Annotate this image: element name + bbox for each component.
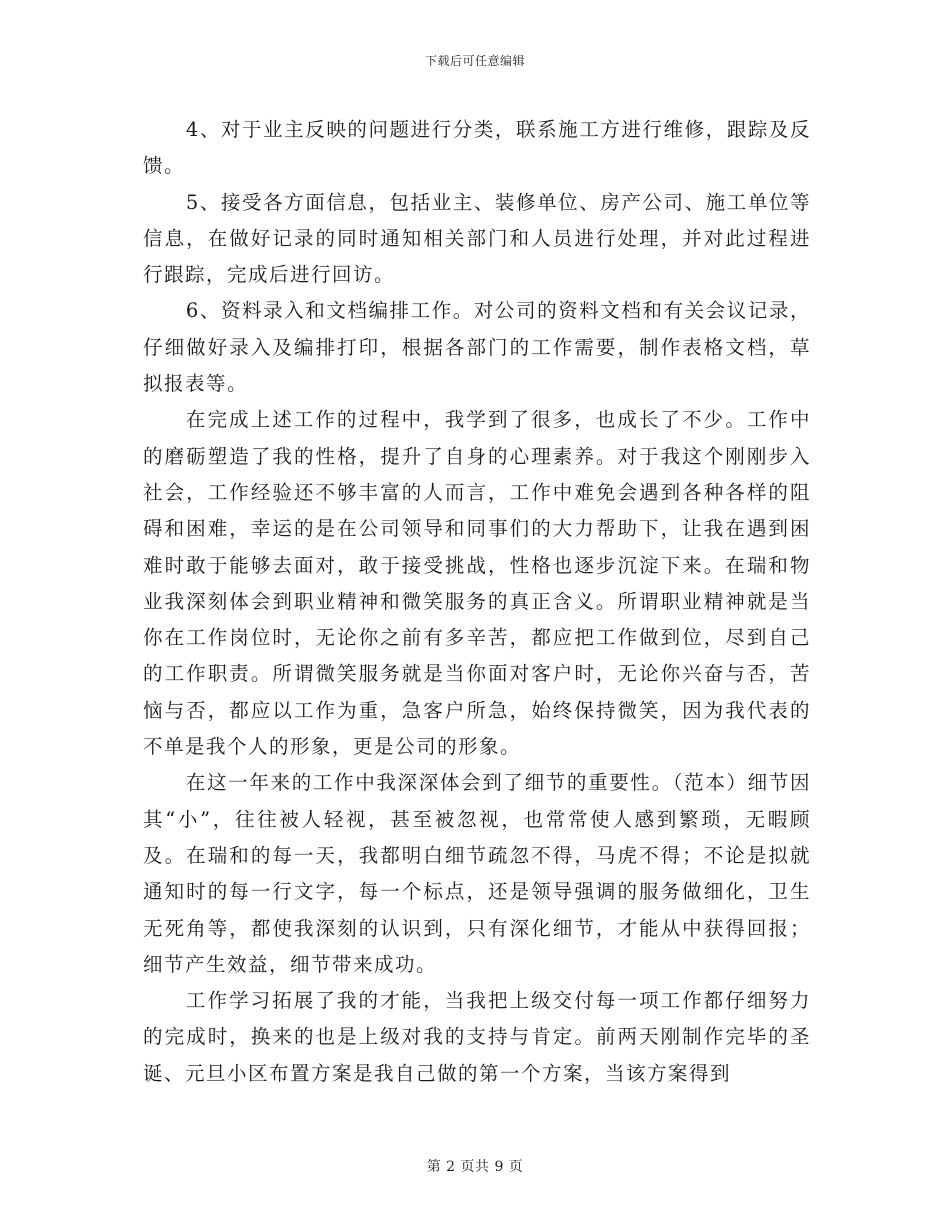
paragraph-details: 在这一年来的工作中我深深体会到了细节的重要性。（范本）细节因其“小”，往往被人轻视，甚至被忽视，也常常使人感到繁琐，无暇顾及。在瑞和的每一天，我都明白细节疏忽不得，马虎不得；不论是拟就通知时的每一行文字，每一个标点，还是领导强调的服务做细化，卫生无死角等，都使我深刻的认识到，只有深化细节，才能从中获得回报；细节产生效益，细节带来成功。	[143, 771, 811, 976]
page-header: 下载后可任意编辑	[424, 54, 525, 68]
paragraph-item-6: 6、资料录入和文档编排工作。对公司的资料文档和有关会议记录，仔细做好录入及编排打印，根据各部门的工作需要，制作表格文档，草拟报表等。	[143, 299, 811, 396]
paragraph-growth: 在完成上述工作的过程中，我学到了很多，也成长了不少。工作中的磨砺塑造了我的性格，提升了自身的心理素养。对于我这个刚刚步入社会，工作经验还不够丰富的人而言，工作中难免会遇到各种各样的阻碍和困难，幸运的是在公司领导和同事们的大力帮助下，让我在遇到困难时敢于能够去面对，敢于接受挑战，性格也逐步沉淀下来。在瑞和物业我深刻体会到职业精神和微笑服务的真正含义。所谓职业精神就是当你在工作岗位时，无论你之前有多辛苦，都应把工作做到位，尽到自己的工作职责。所谓微笑服务就是当你面对客户时，无论你兴奋与否，苦恼与否，都应以工作为重，急客户所急，始终保持微笑，因为我代表的不单是我个人的形象，更是公司的形象。	[143, 408, 811, 759]
paragraph-learning: 工作学习拓展了我的才能，当我把上级交付每一项工作都仔细努力的完成时，换来的也是上级对我的支持与肯定。前两天刚制作完毕的圣诞、元旦小区布置方案是我自己做的第一个方案，当该方案得到	[143, 989, 811, 1085]
paragraph-item-5: 5、接受各方面信息，包括业主、装修单位、房产公司、施工单位等信息，在做好记录的同时通知相关部门和人员进行处理，并对此过程进行跟踪，完成后进行回访。	[143, 190, 811, 287]
document-body	[143, 112, 811, 1092]
page-number: 第 2 页共 9 页	[426, 1159, 524, 1175]
paragraph-item-4: 4、对于业主反映的问题进行分类，联系施工方进行维修，跟踪及反馈。	[143, 118, 811, 178]
